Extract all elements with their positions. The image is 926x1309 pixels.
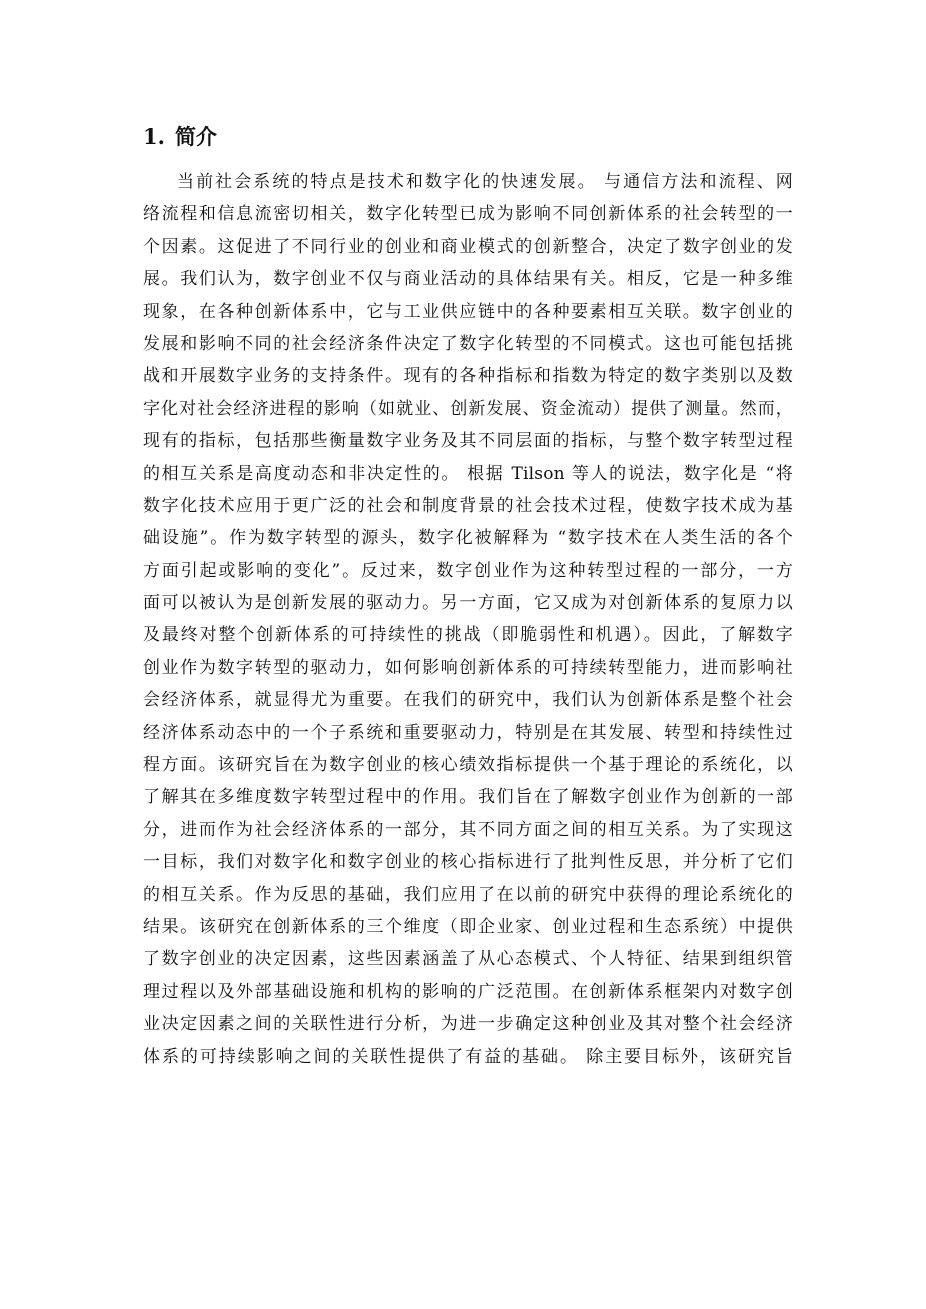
paragraph-line: 会经济体系，就显得尤为重要。在我们的研究中，我们认为创新体系是整个社会	[143, 690, 793, 711]
paragraph-line: 现象，在各种创新体系中，它与工业供应链中的各种要素相互关联。数字创业的	[143, 301, 793, 322]
paragraph-line: 一目标，我们对数字化和数字创业的核心指标进行了批判性反思，并分析了它们	[143, 852, 793, 873]
paragraph-line: 的相互关系。作为反思的基础，我们应用了在以前的研究中获得的理论系统化的	[143, 884, 793, 905]
paragraph-line: 理过程以及外部基础设施和机构的影响的广泛范围。在创新体系框架内对数字创	[143, 981, 793, 1002]
paragraph-line: 分，进而作为社会经济体系的一部分，其不同方面之间的相互关系。为了实现这	[143, 819, 793, 840]
paragraph-line: 创业作为数字转型的驱动力，如何影响创新体系的可持续转型能力，进而影响社	[143, 657, 793, 678]
paragraph-line: 数字化技术应用于更广泛的社会和制度背景的社会技术过程，使数字技术成为基	[143, 495, 793, 516]
section-title: 简介	[174, 124, 217, 149]
paragraph-line: 了解其在多维度数字转型过程中的作用。我们旨在了解数字创业作为创新的一部	[143, 787, 793, 808]
paragraph-line: 的相互关系是高度动态和非决定性的。 根据 Tilson 等人的说法，数字化是 “将	[143, 463, 793, 484]
paragraph-line: 程方面。该研究旨在为数字创业的核心绩效指标提供一个基于理论的系统化，以	[143, 755, 793, 776]
paragraph-line: 础设施”。作为数字转型的源头，数字化被解释为 “数字技术在人类生活的各个	[143, 528, 793, 549]
paragraph-line: 发展和影响不同的社会经济条件决定了数字化转型的不同模式。这也可能包括挑	[143, 333, 793, 354]
paragraph-line: 方面引起或影响的变化”。反过来，数字创业作为这种转型过程的一部分，一方	[143, 560, 793, 581]
paragraph-line: 字化对社会经济进程的影响（如就业、创新发展、资金流动）提供了测量。然而，	[143, 398, 793, 419]
paragraph-line: 及最终对整个创新体系的可持续性的挑战（即脆弱性和机遇）。因此，了解数字	[143, 625, 793, 646]
body-paragraph	[143, 166, 793, 1073]
paragraph-line: 结果。该研究在创新体系的三个维度（即企业家、创业过程和生态系统）中提供	[143, 916, 793, 937]
paragraph-line: 经济体系动态中的一个子系统和重要驱动力，特别是在其发展、转型和持续性过	[143, 722, 793, 743]
paragraph-line: 了数字创业的决定因素，这些因素涵盖了从心态模式、个人特征、结果到组织管	[143, 949, 793, 970]
paragraph-line: 现有的指标，包括那些衡量数字业务及其不同层面的指标，与整个数字转型过程	[143, 431, 793, 452]
paragraph-line: 面可以被认为是创新发展的驱动力。另一方面，它又成为对创新体系的复原力以	[143, 593, 793, 614]
paragraph-line: 个因素。这促进了不同行业的创业和商业模式的创新整合，决定了数字创业的发	[143, 236, 793, 257]
section-number: 1.	[143, 124, 165, 149]
paragraph-line: 展。我们认为，数字创业不仅与商业活动的具体结果有关。相反，它是一种多维	[143, 269, 793, 290]
paragraph-line: 战和开展数字业务的支持条件。现有的各种指标和指数为特定的数字类别以及数	[143, 366, 793, 387]
paragraph-line: 体系的可持续影响之间的关联性提供了有益的基础。 除主要目标外，该研究旨	[143, 1046, 793, 1067]
paragraph-line: 当前社会系统的特点是技术和数字化的快速发展。 与通信方法和流程、网	[177, 172, 793, 192]
section-heading	[143, 122, 217, 152]
paragraph-line: 业决定因素之间的关联性进行分析，为进一步确定这种创业及其对整个社会经济	[143, 1014, 793, 1035]
paragraph-line: 络流程和信息流密切相关，数字化转型已成为影响不同创新体系的社会转型的一	[143, 204, 793, 225]
